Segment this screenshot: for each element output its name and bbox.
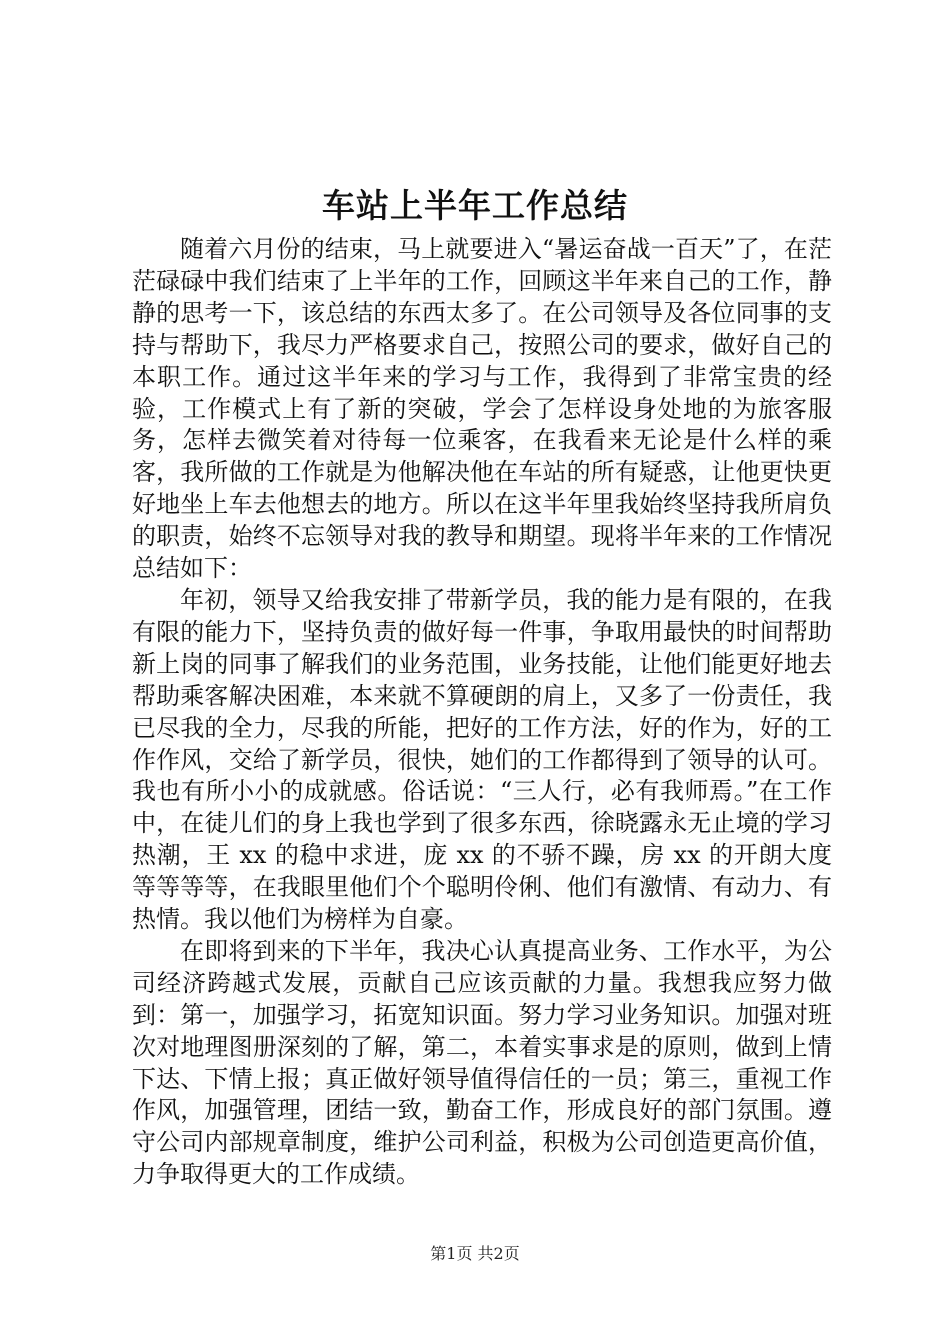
paragraph: 年初，领导又给我安排了带新学员，我的能力是有限的，在我有限的能力下，坚持负责的做好每一件事，争取用最快的时间帮助新上岗的同事了解我们的业务范围，业务技能，让他们能更好地去帮助乘客解决困难，本来就不算硬朗的肩上，又多了一份责任，我已尽我的全力，尽我的所能，把好的工作方法，好的作为，好的工作作风，交给了新学员，很快，她们的工作都得到了领导的认可。我也有所小小的成就感。俗话说：“三人行，必有我师焉。”在工作中，在徒儿们的身上我也学到了很多东西，徐晓露永无止境的学习热潮，王 xx 的稳中求进，庞 xx 的不骄不躁，房 xx 的开朗大度等等等等，在我眼里他们个个聪明伶俐、他们有激情、有动力、有热情。我以他们为榜样为自豪。: [132, 585, 832, 934]
document-body: [132, 234, 832, 1191]
page-footer: 第1页 共2页: [430, 1244, 520, 1263]
paragraph: 随着六月份的结束，马上就要进入“暑运奋战一百天”了，在茫茫碌碌中我们结束了上半年的工作，回顾这半年来自己的工作，静静的思考一下，该总结的东西太多了。在公司领导及各位同事的支持与帮助下，我尽力严格要求自己，按照公司的要求，做好自己的本职工作。通过这半年来的学习与工作，我得到了非常宝贵的经验，工作模式上有了新的突破，学会了怎样设身处地的为旅客服务，怎样去微笑着对待每一位乘客，在我看来无论是什么样的乘客，我所做的工作就是为他解决他在车站的所有疑惑，让他更快更好地坐上车去他想去的地方。所以在这半年里我始终坚持我所肩负的职责，始终不忘领导对我的教导和期望。现将半年来的工作情况总结如下：: [132, 235, 832, 583]
paragraph: 在即将到来的下半年，我决心认真提高业务、工作水平，为公司经济跨越式发展，贡献自己应该贡献的力量。我想我应努力做到：第一，加强学习，拓宽知识面。努力学习业务知识。加强对班次对地理图册深刻的了解，第二，本着实事求是的原则，做到上情下达、下情上报；真正做好领导值得信任的一员；第三，重视工作作风，加强管理，团结一致，勤奋工作，形成良好的部门氛围。遵守公司内部规章制度，维护公司利益，积极为公司创造更高价值，力争取得更大的工作成绩。: [132, 936, 832, 1189]
document-title: 车站上半年工作总结: [322, 186, 628, 225]
